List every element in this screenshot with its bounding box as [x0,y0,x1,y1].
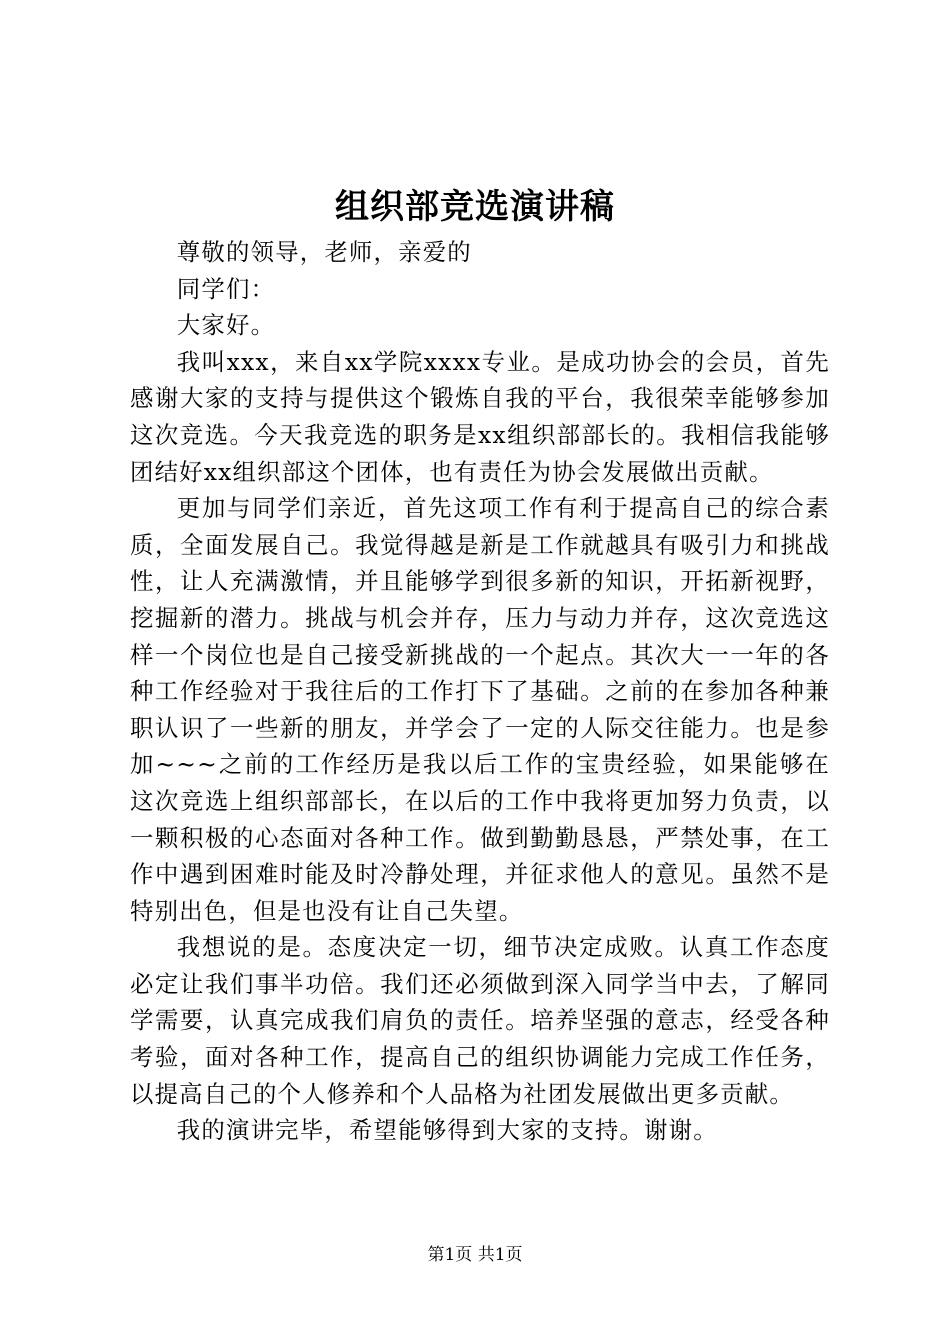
salutation-line-2: 同学们： [176,274,276,303]
body-paragraph: 我想说的是。态度决定一切，细节决定成败。认真工作态度必定让我们事半功倍。我们还必须做到深入同学当中去，了解同学需要，认真完成我们肩负的责任。培养坚强的意志，经受各种考验，面对各种工作，提高自己的组织协调能力完成工作任务，以提高自己的个人修养和个人品格为社团发展做出更多贡献。 [130,933,830,1108]
page-number-footer: 第1页 共1页 [427,1245,523,1265]
body-paragraph: 我叫xxx，来自xx学院xxxx专业。是成功协会的会员，首先感谢大家的支持与提供这个锻炼自我的平台，我很荣幸能够参加这次竞选。今天我竞选的职务是xx组织部部长的。我相信我能够团结好xx组织部这个团体，也有责任为协会发展做出贡献。 [130,347,830,486]
document-body [130,234,830,1149]
closing-paragraph: 我的演讲完毕，希望能够得到大家的支持。谢谢。 [176,1116,718,1145]
salutation-line-1: 尊敬的领导，老师，亲爱的 [176,238,472,266]
document-title: 组织部竞选演讲稿 [335,187,615,227]
body-paragraph: 更加与同学们亲近，首先这项工作有利于提高自己的综合素质，全面发展自己。我觉得越是新是工作就越具有吸引力和挑战性，让人充满激情，并且能够学到很多新的知识，开拓新视野，挖掘新的潜力。挑战与机会并存，压力与动力并存，这次竞选这样一个岗位也是自己接受新挑战的一个起点。其次大一一年的各种工作经验对于我往后的工作打下了基础。之前的在参加各种兼职认识了一些新的朋友，并学会了一定的人际交往能力。也是参加~~~之前的工作经历是我以后工作的宝贵经验，如果能够在这次竞选上组织部部长，在以后的工作中我将更加努力负责，以一颗积极的心态面对各种工作。做到勤勤恳恳，严禁处事，在工作中遇到困难时能及时冷静处理，并征求他人的意见。虽然不是特别出色，但是也没有让自己失望。 [130,494,830,925]
greeting-line: 大家好。 [176,311,276,340]
